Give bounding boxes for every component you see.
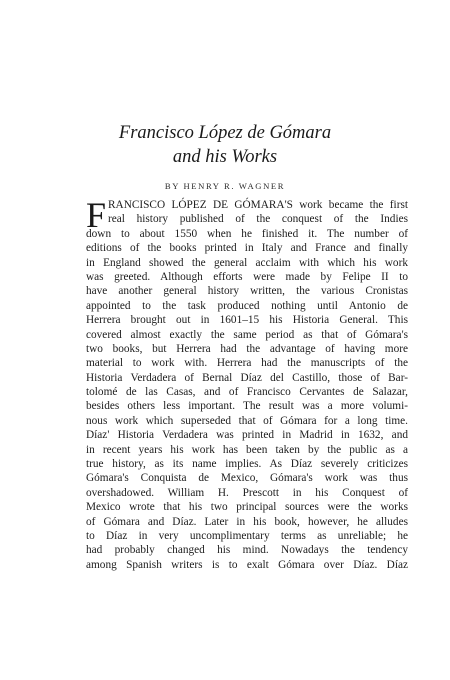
- text-line: appointed to the task produced nothing until Antonio de: [86, 299, 408, 312]
- text-line: two books, but Herrera had the advantage of having more: [86, 342, 408, 355]
- article-title-line-2: and his Works: [172, 147, 278, 167]
- text-line: was greeted. Although efforts were made by Felipe II to: [86, 270, 408, 283]
- body-paragraph: [86, 195, 408, 572]
- text-line: down to about 1550 when he finished it. The number of: [86, 227, 408, 240]
- text-line: had probably changed his mind. Nowadays the tendency: [86, 544, 408, 557]
- text-line: tolomé de las Casas, and of Francisco Cervantes de Salazar,: [86, 386, 408, 399]
- text-line: true history, as its name implies. As Díaz severely criticizes: [86, 458, 408, 471]
- text-line: in England showed the general acclaim with which his work: [86, 256, 408, 269]
- text-line: among Spanish writers is to exalt Gómara over Díaz. Díaz: [86, 558, 408, 571]
- text-line: have another general history written, the various Cronistas: [86, 285, 408, 298]
- text-line: material to work with. Herrera had the manuscripts of the: [86, 357, 408, 370]
- text-line: of Gómara and Díaz. Later in his book, however, he alludes: [86, 515, 408, 528]
- text-line: nous work which superseded that of Gómara for a long time.: [86, 414, 408, 427]
- text-line: Mexico wrote that his two principal sources were the works: [86, 501, 408, 514]
- article-title-line-1: Francisco López de Gómara: [118, 123, 332, 143]
- author-byline: BY HENRY R. WAGNER: [164, 181, 286, 191]
- drop-cap: F: [86, 195, 107, 235]
- text-line: covered almost exactly the same period as that of Gómara's: [86, 328, 408, 341]
- text-line: Díaz' Historia Verdadera was printed in Madrid in 1632, and: [86, 429, 408, 442]
- text-line: in recent years his work has been taken by the public as a: [86, 443, 408, 456]
- text-line: Herrera brought out in 1601–15 his Historia General. This: [86, 314, 408, 327]
- text-line: overshadowed. William H. Prescott in his Conquest of: [86, 486, 408, 499]
- text-line: Gómara's Conquista de Mexico, Gómara's work was thus: [86, 472, 408, 485]
- text-line: RANCISCO LÓPEZ DE GÓMARA'S work became the first: [108, 199, 408, 211]
- text-line: Historia Verdadera of Bernal Díaz del Castillo, those of Bar-: [86, 371, 408, 384]
- text-line: to Díaz in very uncomplimentary terms as unreliable; he: [86, 529, 408, 542]
- text-line: besides others less important. The result was a more volumi-: [86, 400, 408, 413]
- text-line: real history published of the conquest of the Indies: [108, 213, 408, 226]
- text-line: editions of the books printed in Italy and France and finally: [86, 242, 408, 255]
